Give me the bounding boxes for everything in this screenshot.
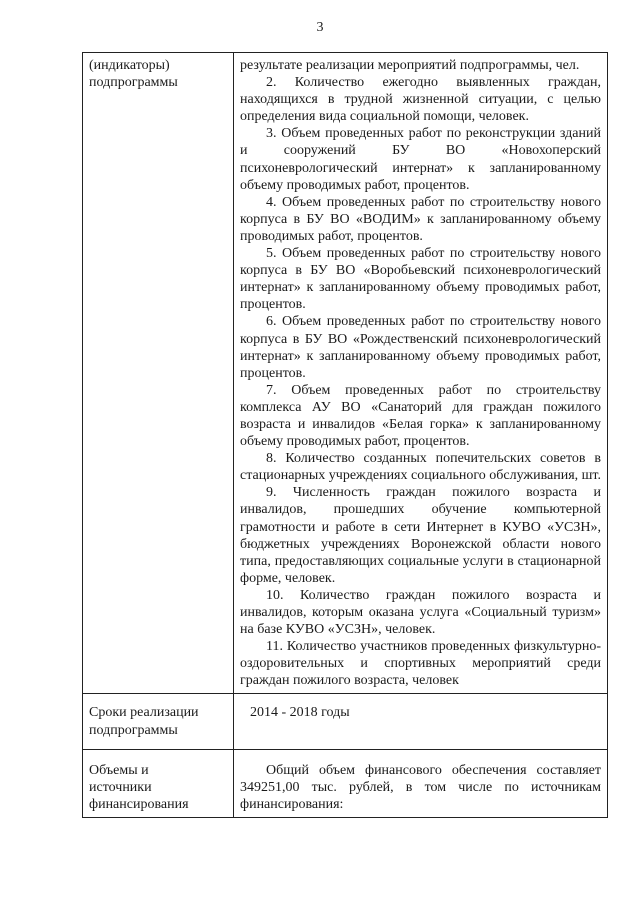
indicator-paragraph: 10. Количество граждан пожилого возраста и инвалидов, которым оказана услуга «Социальный туризм» на базе КУВО «УСЗН», человек. [240,587,601,638]
row-label: (индикаторы) подпрограммы [89,58,178,91]
page-number: 3 [316,20,324,35]
row-label-cell [83,694,234,749]
funding-content-cell [234,749,608,817]
indicator-paragraph: 3. Объем проведенных работ по реконструкции зданий и сооружений БУ ВО «Новохоперский психоневрологический интернат» к запланированному объему проводимых работ, процентов. [240,126,601,193]
table-row-indicators [83,53,608,694]
row-label-cell [83,53,234,694]
row-label-cell [83,749,234,817]
indicator-paragraph: 11. Количество участников проведенных физкультурно-оздоровительных и спортивных мероприятий среди граждан пожилого возраста, человек [240,639,601,689]
indicator-paragraph: 8. Количество созданных попечительских советов в стационарных учреждениях социального обслуживания, шт. [240,451,601,484]
timeline-content-cell [234,694,608,749]
indicator-paragraph: 2. Количество ежегодно выявленных граждан, находящихся в трудной жизненной ситуации, с целью определения вида социальной помощи, человек. [240,75,601,125]
indicator-paragraph: 4. Объем проведенных работ по строительству нового корпуса в БУ ВО «ВОДИМ» к запланированному объему проводимых работ, процентов. [240,194,601,244]
funding-paragraph: Общий объем финансового обеспечения составляет 349251,00 тыс. рублей, в том числе по источникам финансирования: [240,762,601,812]
indicators-content-cell [234,53,608,694]
row-label: Сроки реализации подпрограммы [89,705,199,738]
row-label: Объемы и источники финансирования [89,762,189,812]
indicator-paragraph: 5. Объем проведенных работ по строительству нового корпуса в БУ ВО «Воробьевский психоневрологический интернат» к запланированному объему проводимых работ, процентов. [240,246,601,313]
indicator-paragraph: 7. Объем проведенных работ по строительству комплекса АУ ВО «Санаторий для граждан пожилого возраста и инвалидов «Белая горка» к запланированному объему проводимых работ, процентов. [240,382,601,450]
indicator-paragraph: результате реализации мероприятий подпрограммы, чел. [240,58,580,73]
table-row-timeline [83,694,608,749]
table-row-funding [83,749,608,817]
implementation-years: 2014 - 2018 годы [250,705,350,721]
indicator-paragraph: 6. Объем проведенных работ по строительству нового корпуса в БУ ВО «Рождественский психоневрологический интернат» к запланированному объему проводимых работ, процентов. [240,314,601,381]
indicator-paragraph: 9. Численность граждан пожилого возраста и инвалидов, прошедших обучение компьютерной грамотности и работе в сети Интернет в КУВО «УСЗН», бюджетных учреждениях Воронежской области нового типа, предоставляющих социальные услуги в стационарной форме, человек. [240,485,601,586]
passport-table [82,52,608,818]
